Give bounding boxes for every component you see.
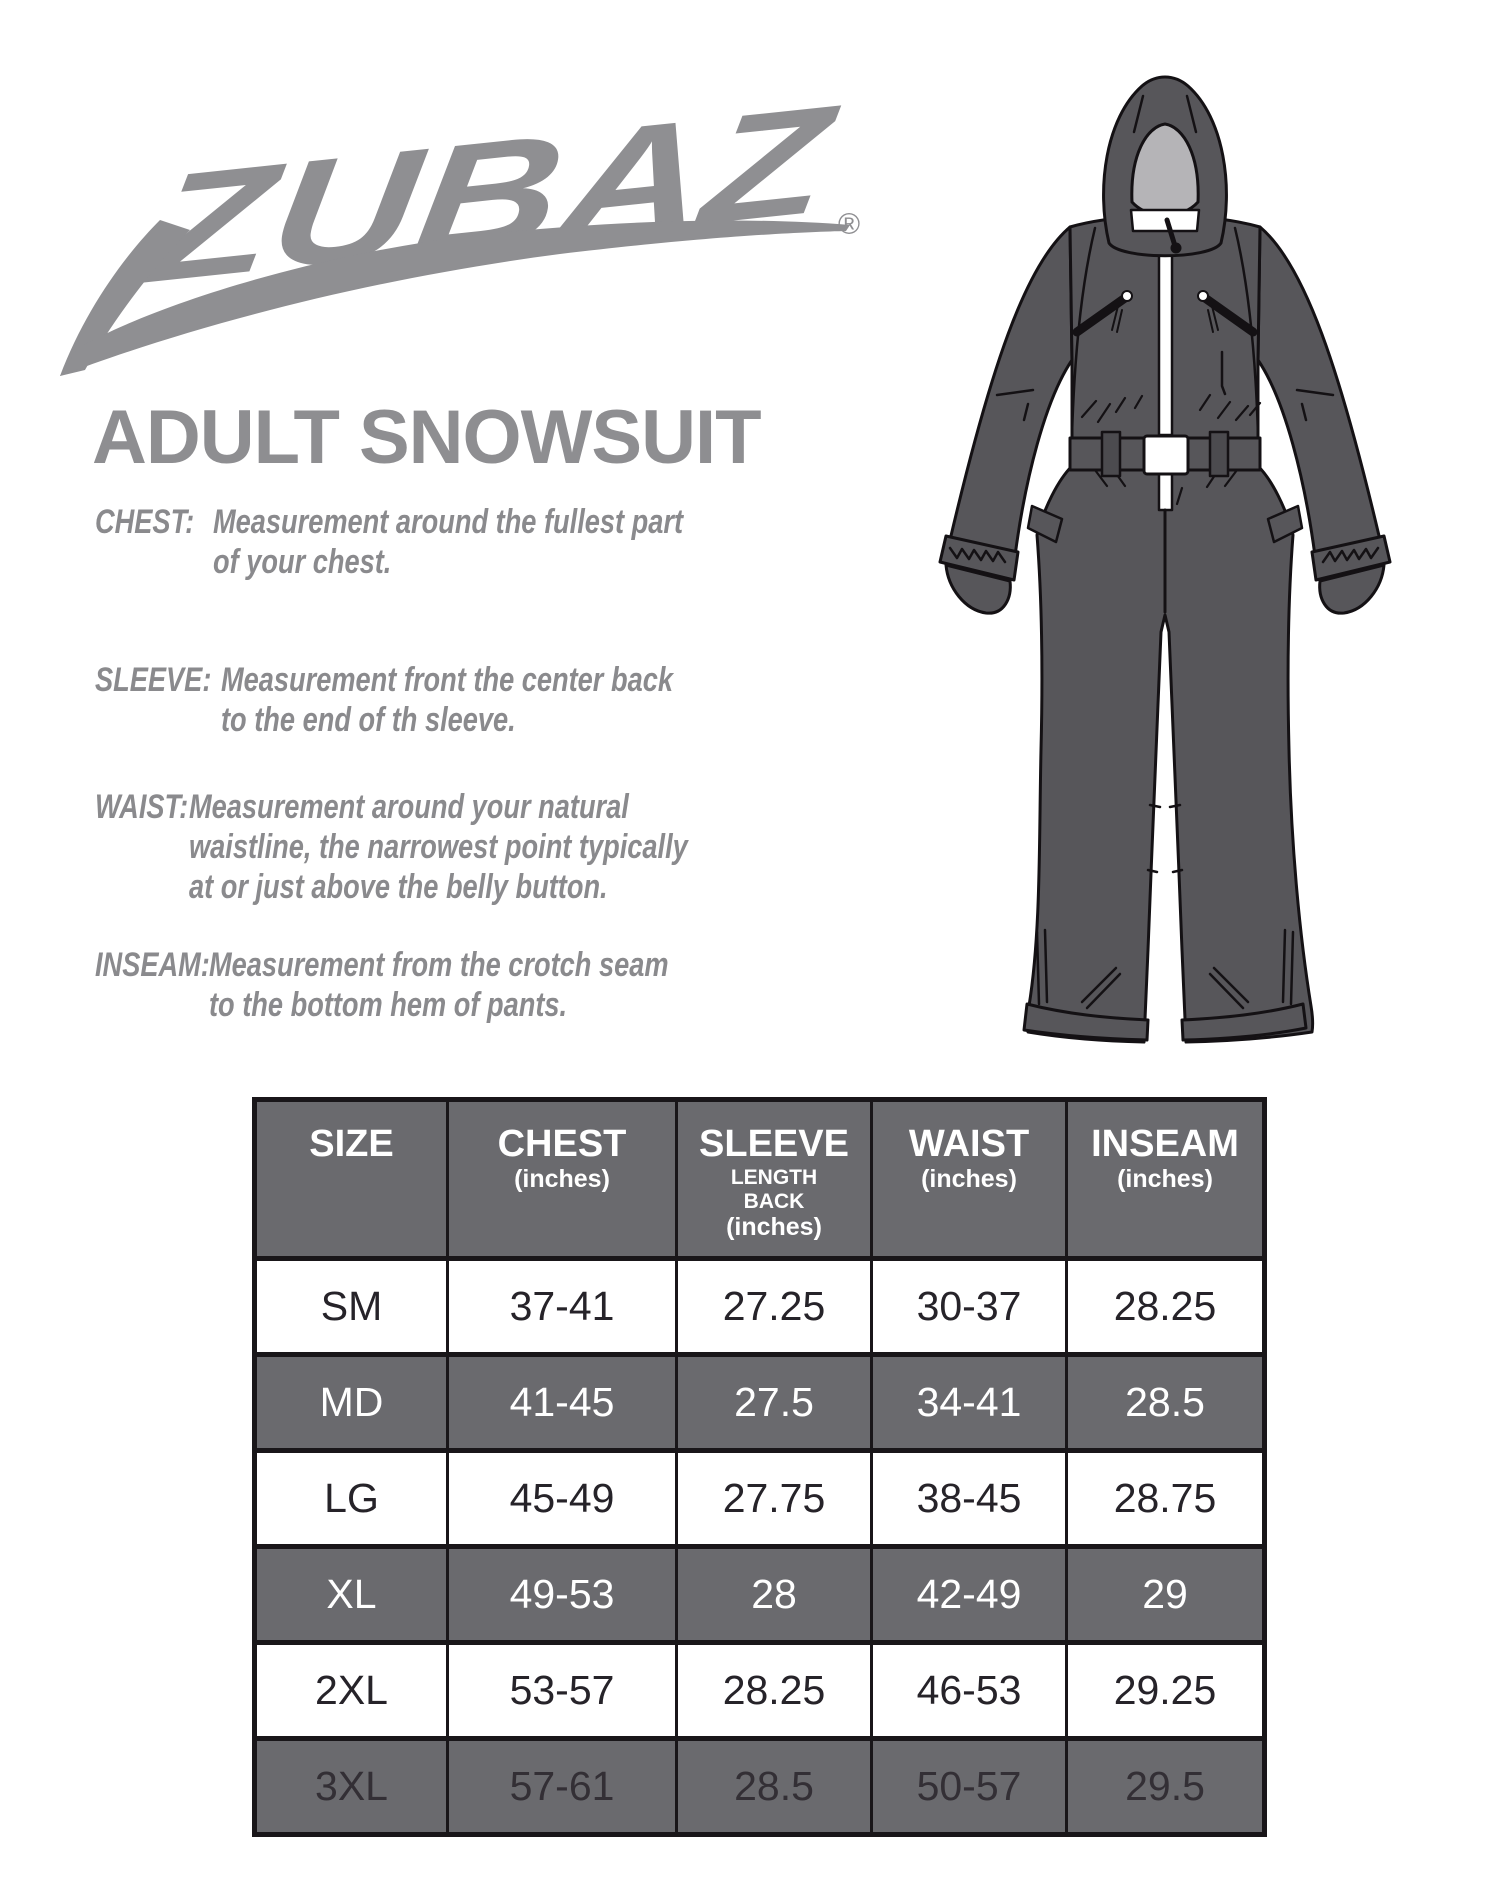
definition-chest-line: Measurement around the fullest part — [213, 503, 684, 541]
cell-inseam: 28.25 — [1067, 1259, 1265, 1355]
cell-chest: 41-45 — [448, 1355, 677, 1451]
size-row-xl — [255, 1547, 1265, 1643]
definition-chest-line: of your chest. — [213, 543, 392, 581]
column-header-inseam: INSEAM (inches) — [1067, 1100, 1265, 1259]
cell-chest: 57-61 — [448, 1739, 677, 1835]
cell-size: LG — [255, 1451, 448, 1547]
cell-sleeve: 27.25 — [677, 1259, 872, 1355]
size-row-sm — [255, 1259, 1265, 1355]
definition-chest-term: CHEST: — [95, 503, 195, 541]
cell-waist: 38-45 — [872, 1451, 1067, 1547]
definition-waist-term: WAIST: — [95, 788, 189, 826]
cell-sleeve: 28.25 — [677, 1643, 872, 1739]
cell-chest: 53-57 — [448, 1643, 677, 1739]
cell-sleeve: 28 — [677, 1547, 872, 1643]
definition-inseam-term: INSEAM: — [95, 946, 210, 984]
definition-sleeve-term: SLEEVE: — [95, 661, 212, 699]
cell-size: MD — [255, 1355, 448, 1451]
column-header-waist: WAIST (inches) — [872, 1100, 1067, 1259]
column-header-size: SIZE — [255, 1100, 448, 1259]
cell-chest: 45-49 — [448, 1451, 677, 1547]
cell-inseam: 29.5 — [1067, 1739, 1265, 1835]
cell-inseam: 28.5 — [1067, 1355, 1265, 1451]
cell-waist: 46-53 — [872, 1643, 1067, 1739]
cell-chest: 49-53 — [448, 1547, 677, 1643]
definition-waist-line: waistline, the narrowest point typically — [189, 828, 688, 866]
cell-chest: 37-41 — [448, 1259, 677, 1355]
cell-waist: 42-49 — [872, 1547, 1067, 1643]
cell-waist: 34-41 — [872, 1355, 1067, 1451]
size-row-lg — [255, 1451, 1265, 1547]
size-chart-header-row — [255, 1100, 1265, 1259]
definition-inseam-line: Measurement from the crotch seam — [209, 946, 669, 984]
cell-sleeve: 27.75 — [677, 1451, 872, 1547]
cell-waist: 30-37 — [872, 1259, 1067, 1355]
page-title: ADULT SNOWSUIT — [92, 395, 761, 480]
definition-waist-line: at or just above the belly button. — [189, 868, 608, 906]
column-header-sleeve: SLEEVE LENGTH BACK (inches) — [677, 1100, 872, 1259]
snowsuit-illustration — [920, 70, 1410, 1050]
cell-size: 2XL — [255, 1643, 448, 1739]
registered-trademark-symbol: ® — [838, 208, 861, 241]
size-row-md — [255, 1355, 1265, 1451]
cell-size: XL — [255, 1547, 448, 1643]
definition-sleeve-line: Measurement front the center back — [221, 661, 673, 699]
definition-waist-line: Measurement around your natural — [189, 788, 629, 826]
cell-inseam: 29 — [1067, 1547, 1265, 1643]
cell-sleeve: 27.5 — [677, 1355, 872, 1451]
definition-inseam-line: to the bottom hem of pants. — [209, 986, 568, 1024]
definition-sleeve-line: to the end of th sleeve. — [221, 701, 516, 739]
cell-sleeve: 28.5 — [677, 1739, 872, 1835]
logo-wordmark-text: ZUBAZ — [139, 91, 669, 316]
cell-size: 3XL — [255, 1739, 448, 1835]
size-row-2xl — [255, 1643, 1265, 1739]
cell-size: SM — [255, 1259, 448, 1355]
cell-waist: 50-57 — [872, 1739, 1067, 1835]
size-row-3xl — [255, 1739, 1265, 1835]
column-header-chest: CHEST (inches) — [448, 1100, 677, 1259]
snowsuit-drawing — [920, 70, 1410, 1050]
size-chart-table — [252, 1097, 1267, 1837]
cell-inseam: 28.75 — [1067, 1451, 1265, 1547]
cell-inseam: 29.25 — [1067, 1643, 1265, 1739]
